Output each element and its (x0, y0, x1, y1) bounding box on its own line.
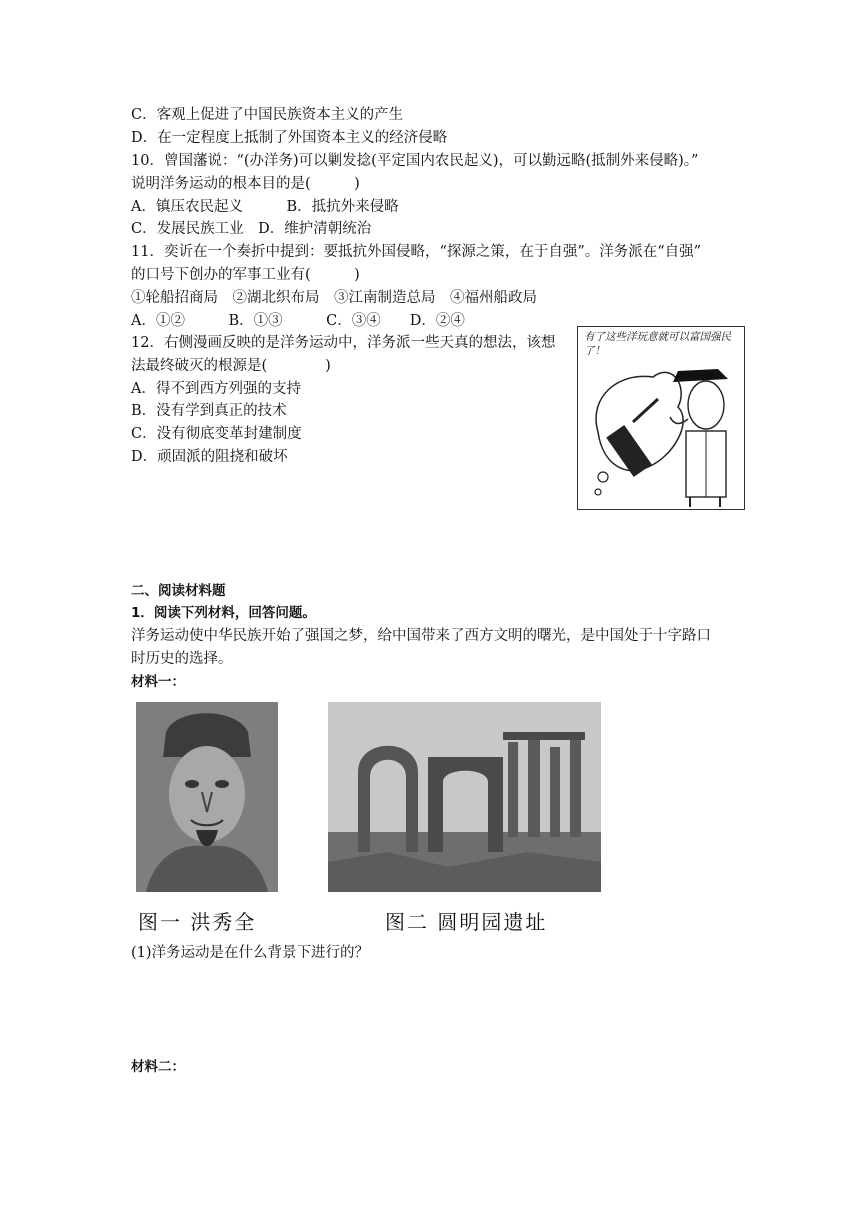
q9-option-d: D．在一定程度上抵制了外国资本主义的经济侵略 (131, 130, 448, 146)
q10-stem-line2: 说明洋务运动的根本目的是( ) (131, 176, 360, 192)
intro-line1: 洋务运动使中华民族开始了强国之梦，给中国带来了西方文明的曙光，是中国处于十字路口 (131, 628, 711, 644)
q12-stem-line2: 法最终破灭的根源是( ) (131, 358, 331, 374)
q10-options-cd: C．发展民族工业 D．维护清朝统治 (131, 221, 372, 237)
figure-2-caption: 图二 圆明园遗址 (385, 910, 548, 934)
q12-cartoon (577, 326, 745, 510)
hong-xiuquan-portrait (136, 702, 278, 892)
q10-stem-line1: 10．曾国藩说：“(办洋务)可以剿发捻(平定国内农民起义)，可以勤远略(抵制外来侵略)。” (131, 153, 699, 169)
figure-1-caption: 图一 洪秀全 (138, 910, 257, 934)
q12-option-a: A．得不到西方列强的支持 (131, 381, 301, 397)
q12-option-d: D．顽固派的阻挠和破坏 (131, 449, 288, 465)
q11-items: ①轮船招商局 ②湖北织布局 ③江南制造总局 ④福州船政局 (131, 290, 537, 306)
q12-stem-line1: 12．右侧漫画反映的是洋务运动中，洋务派一些天真的想法，该想 (131, 335, 556, 351)
sub-question-1: (1)洋务运动是在什么背景下进行的？ (131, 945, 370, 961)
section-2-title: 二、阅读材料题 (131, 583, 226, 599)
material-2-label: 材料二： (131, 1059, 185, 1075)
q10-options-ab: A．镇压农民起义 B．抵抗外来侵略 (131, 199, 399, 215)
material-1-label: 材料一： (131, 674, 185, 690)
q12-option-b: B．没有学到真正的技术 (131, 403, 287, 419)
reading-q1-title: 1．阅读下列材料，回答问题。 (131, 605, 316, 621)
q11-options: A．①② B．①③ C．③④ D．②④ (131, 313, 465, 329)
cartoon-speech-text: 有了这些洋玩意就可以富国强民了！ (584, 331, 731, 357)
q9-option-c: C．客观上促进了中国民族资本主义的产生 (131, 107, 404, 123)
intro-line2: 时历史的选择。 (131, 651, 233, 667)
yuanmingyuan-ruins-photo (328, 702, 601, 892)
q12-option-c: C．没有彻底变革封建制度 (131, 426, 302, 442)
q11-stem-line2: 的口号下创办的军事工业有( ) (131, 267, 360, 283)
q11-stem-line1: 11．奕䜣在一个奏折中提到：要抵抗外国侵略，“探源之策，在于自强”。洋务派在“自强” (131, 244, 702, 260)
